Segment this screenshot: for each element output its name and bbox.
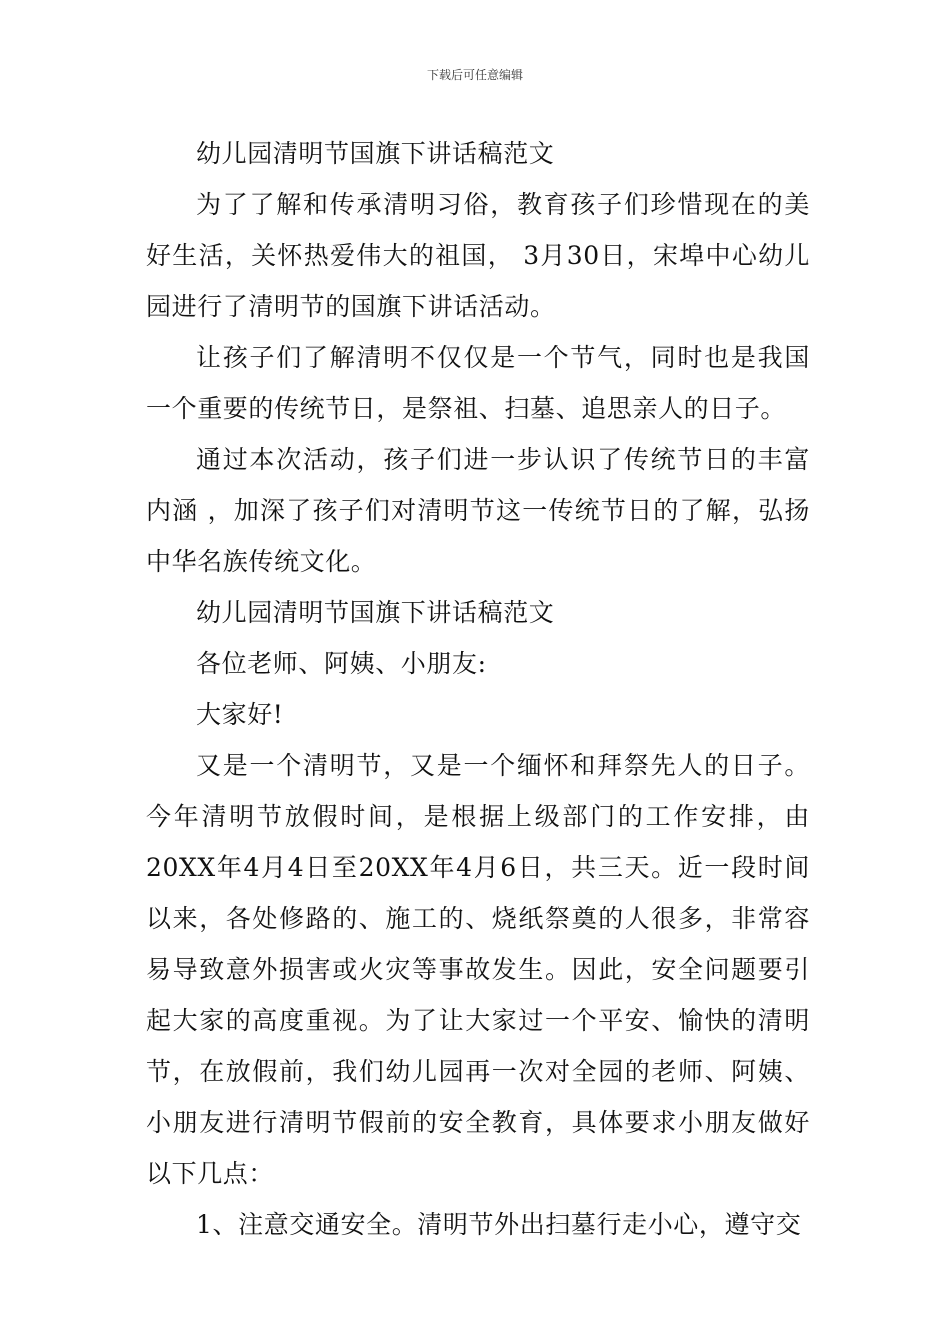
paragraph: 让孩子们了解清明不仅仅是一个节气，同时也是我国一个重要的传统节日，是祭祖、扫墓、追思亲人的日子。 [146, 343, 810, 423]
paragraph: 通过本次活动，孩子们进一步认识了传统节日的丰富内涵 ，加深了孩子们对清明节这一传统节日的了解，弘扬中华名族传统文化。 [146, 445, 810, 576]
paragraph: 又是一个清明节，又是一个缅怀和拜祭先人的日子。今年清明节放假时间，是根据上级部门的工作安排，由20XX年4月4日至20XX年4月6日，共三天。近一段时间以来，各处修路的、施工的、烧纸祭奠的人很多，非常容易导致意外损害或火灾等事故发生。因此，安全问题要引起大家的高度重视。为了让大家过一个平安、愉快的清明节，在放假前，我们幼儿园再一次对全园的老师、阿姨、小朋友进行清明节假前的安全教育，具体要求小朋友做好以下几点： [146, 751, 810, 1188]
salutation: 各位老师、阿姨、小朋友: [196, 649, 487, 678]
section-title: 幼儿园清明节国旗下讲话稿范文 [196, 598, 555, 627]
doc-title: 幼儿园清明节国旗下讲话稿范文 [196, 139, 555, 168]
document-body [146, 128, 810, 1250]
paragraph: 为了了解和传承清明习俗，教育孩子们珍惜现在的美好生活，关怀热爱伟大的祖国， 3月30日，宋埠中心幼儿园进行了清明节的国旗下讲话活动。 [146, 190, 810, 321]
greeting: 大家好! [196, 700, 284, 729]
header-note: 下载后可任意编辑 [426, 68, 523, 82]
list-item: 1、注意交通安全。清明节外出扫墓行走小心，遵守交 [196, 1210, 802, 1239]
